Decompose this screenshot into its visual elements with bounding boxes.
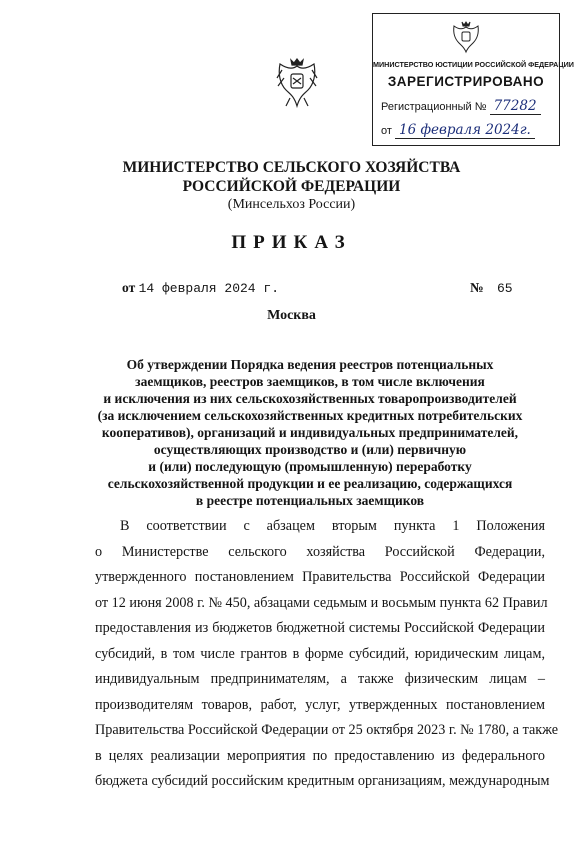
registration-stamp	[372, 13, 574, 146]
title-line: Об утверждении Порядка ведения реестров потенциальных	[126, 357, 494, 372]
title-line: и (или) последующую (промышленную) переработку	[148, 459, 472, 474]
org-name-line-2: РОССИЙСКОЙ ФЕДЕРАЦИИ	[182, 178, 401, 195]
document-title	[60, 356, 560, 509]
body-line: бюджета субсидий российским кредитным организациям, международным	[95, 773, 550, 789]
stamp-date-line	[381, 122, 535, 139]
body-line: субсидий, в том числе грантов в форме субсидий, юридическим лицам,	[95, 645, 545, 662]
stamp-reg-label: Регистрационный №	[381, 101, 487, 113]
body-line: предоставления из бюджетов бюджетной системы Российской Федерации	[95, 620, 545, 636]
order-date	[122, 280, 279, 296]
title-line: кооперативов), организаций и индивидуальных предпринимателей,	[101, 425, 519, 440]
title-line: и исключения из них сельскохозяйственных товаропроизводителей	[103, 391, 517, 406]
order-number-label: №	[470, 280, 484, 295]
body-line: Правительства Российской Федерации от 25 октября 2023 г. № 1780, а также	[95, 722, 559, 738]
document-type: ПРИКАЗ	[231, 232, 352, 253]
body-paragraph	[95, 514, 559, 795]
org-name	[0, 158, 583, 196]
stamp-status: ЗАРЕГИСТРИРОВАНО	[387, 74, 545, 89]
stamp-reg-line	[381, 98, 541, 115]
title-line: осуществляющих производство и (или) первичную	[153, 442, 467, 457]
body-line: в целях реализации мероприятия по предоставлению из федерального	[95, 747, 545, 764]
order-date-value: 14 февраля 2024 г.	[138, 281, 280, 296]
stamp-ministry: МИНИСТЕРСТВО ЮСТИЦИИ РОССИЙСКОЙ ФЕДЕРАЦИИ	[373, 60, 574, 69]
stamp-reg-number: 77282	[490, 98, 541, 115]
title-line: заемщиков, реестров заемщиков, в том числе включения	[135, 374, 485, 389]
order-date-label: от	[122, 280, 136, 295]
order-number-value: 65	[496, 281, 513, 296]
body-line: утвержденного постановлением Правительства Российской Федерации	[95, 569, 545, 585]
stamp-date-label: от	[381, 125, 392, 137]
body-line: о Министерстве сельского хозяйства Российской Федерации,	[95, 543, 545, 560]
org-short-name: (Минсельхоз России)	[227, 197, 356, 212]
title-line: (за исключением сельскохозяйственных кредитных потребительских	[97, 408, 523, 423]
body-line: от 12 июня 2008 г. № 450, абзацами седьмым и восьмым пункта 62 Правил	[95, 594, 548, 611]
stamp-coat-of-arms-icon	[449, 20, 483, 54]
body-line: производителям товаров, работ, услуг, утвержденных постановлением	[95, 696, 545, 713]
order-number	[470, 280, 513, 296]
org-name-line-1: МИНИСТЕРСТВО СЕЛЬСКОГО ХОЗЯЙСТВА	[122, 159, 461, 176]
body-line: индивидуальным предпринимателям, а также физическим лицам –	[95, 671, 545, 687]
stamp-date-value: 16 февраля 2024г.	[395, 122, 535, 139]
coat-of-arms-icon	[272, 56, 322, 112]
title-line: в реестре потенциальных заемщиков	[195, 493, 425, 508]
body-line: В соответствии с абзацем вторым пункта 1 Положения	[120, 518, 545, 534]
title-line: сельскохозяйственной продукции и ее реализацию, содержащихся	[107, 476, 513, 491]
city: Москва	[267, 308, 316, 323]
